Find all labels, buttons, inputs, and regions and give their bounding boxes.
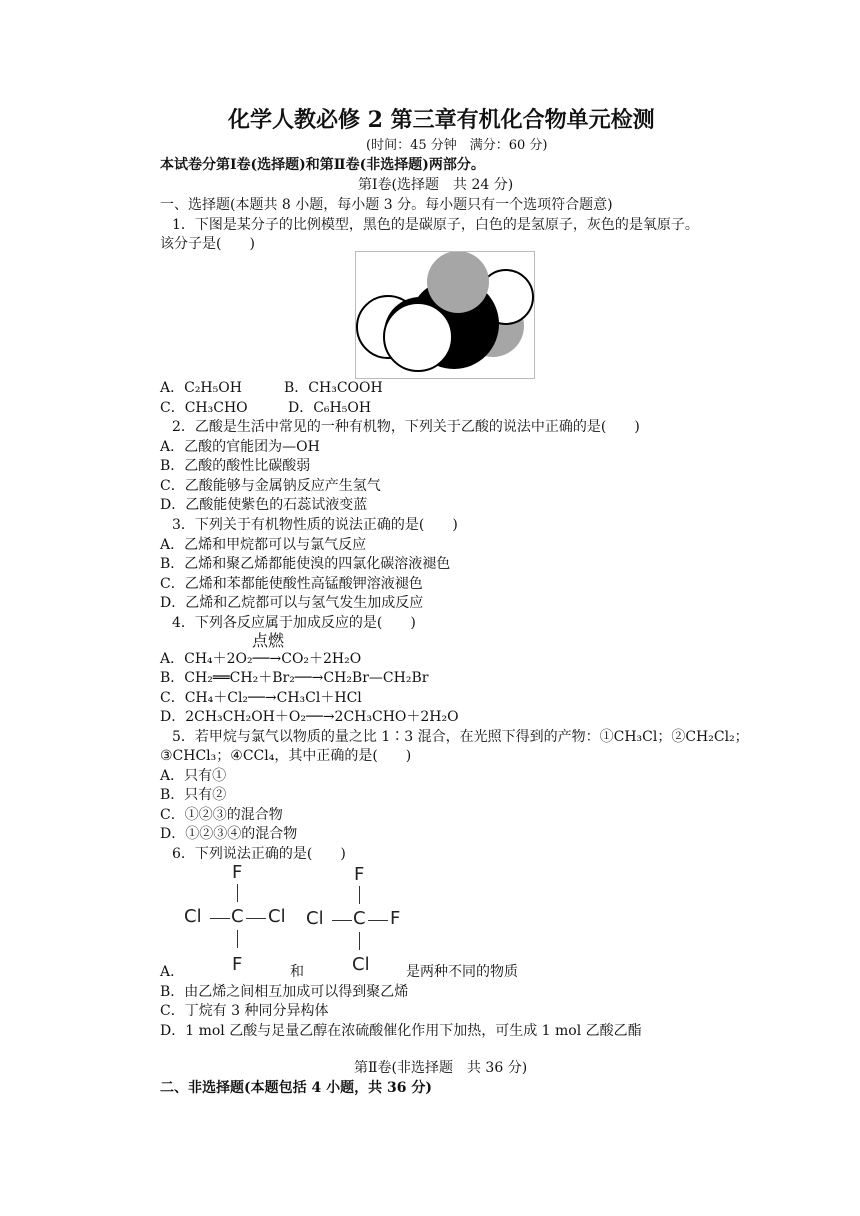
struct1-bond-top xyxy=(237,884,238,902)
struct2-bond-bottom xyxy=(359,932,360,950)
q3-option-c: C．乙烯和苯都能使酸性高锰酸钾溶液褪色 xyxy=(160,576,423,592)
q4-stem: 4．下列各反应属于加成反应的是( ) xyxy=(172,615,416,631)
q3-option-b: B．乙烯和聚乙烯都能使溴的四氯化碳溶液褪色 xyxy=(160,556,451,572)
q5-stem-line2: ③CHCl₃；④CCl₄，其中正确的是( ) xyxy=(160,748,412,764)
struct2-left-atom: Cl xyxy=(306,908,324,929)
struct1-bond-left xyxy=(210,918,230,919)
intro-text: 本试卷分第Ⅰ卷(选择题)和第Ⅱ卷(非选择题)两部分。 xyxy=(160,157,485,173)
page-title: 化学人教必修 2 第三章有机化合物单元检测 xyxy=(228,107,655,133)
q1-option-a: A．C₂H₅OH xyxy=(160,380,242,396)
q5-option-b: B．只有② xyxy=(160,787,227,803)
q2-option-a: A．乙酸的官能团为—OH xyxy=(160,439,320,455)
q5-option-c: C．①②③的混合物 xyxy=(160,807,283,823)
q3-stem: 3．下列关于有机物性质的说法正确的是( ) xyxy=(172,517,458,533)
q2-option-d: D．乙酸能使紫色的石蕊试液变蓝 xyxy=(160,497,368,513)
molecule-model-figure xyxy=(355,251,535,379)
struct2-bond-right xyxy=(368,920,388,921)
struct1-left-atom: Cl xyxy=(184,906,202,927)
part2-title: 第Ⅱ卷(非选择题 共 36 分) xyxy=(354,1060,528,1076)
q4-reaction-condition: 点燃 xyxy=(252,631,285,650)
q4-option-c: C．CH₄＋Cl₂──→CH₃Cl＋HCl xyxy=(160,690,362,706)
time-info: (时间：45 分钟 满分：60 分) xyxy=(366,138,548,153)
structural-formula-2 xyxy=(306,862,416,974)
q1-option-d: D．C₆H₅OH xyxy=(288,400,372,416)
q6-option-d: D．1 mol 乙酸与足量乙醇在浓硫酸催化作用下加热，可生成 1 mol 乙酸乙酯 xyxy=(160,1023,642,1039)
struct2-bond-top xyxy=(359,886,360,904)
section1-heading: 一、选择题(本题共 8 小题，每小题 3 分。每小题只有一个选项符合题意) xyxy=(160,197,613,213)
struct2-top-atom: F xyxy=(354,864,365,885)
q6-option-a-suffix: 是两种不同的物质 xyxy=(406,964,518,980)
struct2-center-atom: C xyxy=(353,908,366,929)
q1-stem-line1: 1．下图是某分子的比例模型，黑色的是碳原子，白色的是氢原子，灰色的是氧原子。 xyxy=(172,217,699,233)
q1-option-c: C．CH₃CHO xyxy=(160,400,248,416)
oxygen-atom-upper xyxy=(427,252,489,313)
ball-model-svg xyxy=(356,252,534,378)
struct2-bond-left xyxy=(332,920,352,921)
q4-option-d: D．2CH₃CH₂OH＋O₂──→2CH₃CHO＋2H₂O xyxy=(160,709,459,725)
hydrogen-atom-front xyxy=(384,303,452,371)
q6-option-a-and: 和 xyxy=(290,964,304,980)
part1-title: 第Ⅰ卷(选择题 共 24 分) xyxy=(358,177,514,193)
struct1-top-atom: F xyxy=(232,862,243,883)
struct1-center-atom: C xyxy=(231,906,244,927)
q6-option-a-prefix: A． xyxy=(160,964,185,980)
q4-option-b: B．CH₂══CH₂＋Br₂──→CH₂Br—CH₂Br xyxy=(160,670,429,686)
struct1-bottom-atom: F xyxy=(232,954,243,975)
struct1-right-atom: Cl xyxy=(268,906,286,927)
q6-option-c: C．丁烷有 3 种同分异构体 xyxy=(160,1003,329,1019)
section2-heading: 二、非选择题(本题包括 4 小题，共 36 分) xyxy=(160,1080,432,1096)
struct1-bond-bottom xyxy=(237,930,238,948)
q6-stem: 6．下列说法正确的是( ) xyxy=(172,846,346,862)
q2-option-b: B．乙酸的酸性比碳酸弱 xyxy=(160,458,311,474)
q5-option-d: D．①②③④的混合物 xyxy=(160,826,298,842)
structural-formula-1 xyxy=(184,862,294,974)
q2-stem: 2．乙酸是生活中常见的一种有机物，下列关于乙酸的说法中正确的是( ) xyxy=(172,419,640,435)
q4-option-a: A．CH₄＋2O₂──→CO₂＋2H₂O xyxy=(160,651,362,667)
q3-option-a: A．乙烯和甲烷都可以与氯气反应 xyxy=(160,537,367,553)
struct2-bottom-atom: Cl xyxy=(352,954,370,975)
q1-option-b: B．CH₃COOH xyxy=(284,380,383,396)
struct1-bond-right xyxy=(246,918,266,919)
q6-option-b: B．由乙烯之间相互加成可以得到聚乙烯 xyxy=(160,984,409,1000)
q5-stem-line1: 5．若甲烷与氯气以物质的量之比 1∶3 混合，在光照下得到的产物：①CH₃Cl；②CH₂Cl₂； xyxy=(172,729,749,745)
q3-option-d: D．乙烯和乙烷都可以与氢气发生加成反应 xyxy=(160,595,424,611)
struct2-right-atom: F xyxy=(390,908,401,929)
q5-option-a: A．只有① xyxy=(160,768,227,784)
q2-option-c: C．乙酸能够与金属钠反应产生氢气 xyxy=(160,478,381,494)
q1-stem-line2: 该分子是( ) xyxy=(160,236,255,252)
